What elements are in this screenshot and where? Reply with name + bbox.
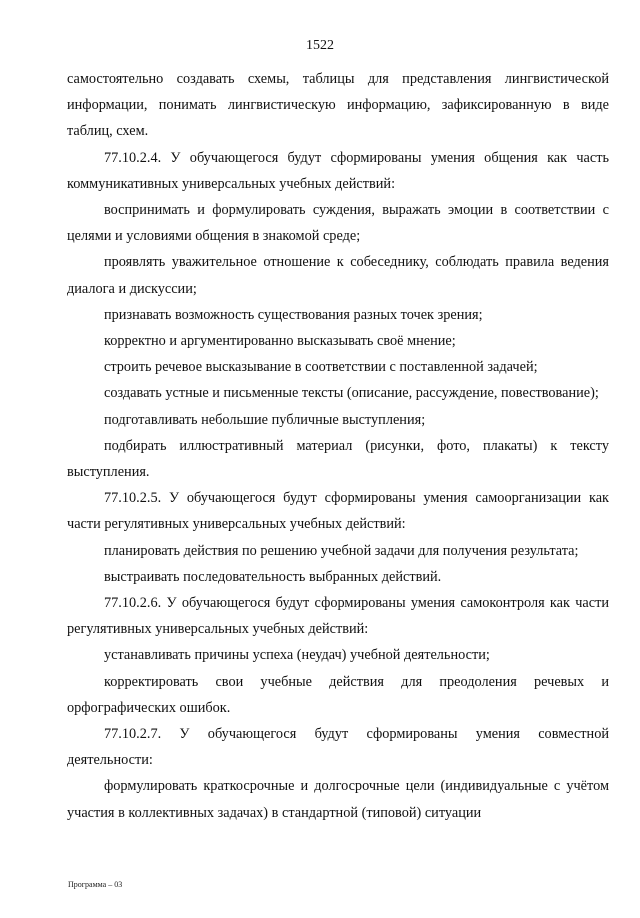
paragraph-list-item: устанавливать причины успеха (неудач) учебной деятельности; <box>104 647 490 664</box>
paragraph-section-heading: 77.10.2.7. У обучающегося будут сформированы умения совместной деятельности: <box>67 726 609 769</box>
paragraph-section-heading: 77.10.2.6. У обучающегося будут сформированы умения самоконтроля как части регулятивных универсальных учебных действий: <box>67 595 609 638</box>
paragraph-list-item: воспринимать и формулировать суждения, выражать эмоции в соответствии с целями и условиями общения в знакомой среде; <box>67 202 609 245</box>
paragraph-list-item: создавать устные и письменные тексты (описание, рассуждение, повествование); <box>104 385 599 402</box>
paragraph-list-item: планировать действия по решению учебной задачи для получения результата; <box>104 542 579 559</box>
paragraph-list-item: корректно и аргументированно высказывать своё мнение; <box>104 333 456 350</box>
paragraph-section-heading: 77.10.2.4. У обучающегося будут сформированы умения общения как часть коммуникативных универсальных учебных действий: <box>67 149 609 192</box>
paragraph-list-item: корректировать свои учебные действия для преодоления речевых и орфографических ошибок. <box>67 673 609 716</box>
paragraph-list-item: строить речевое высказывание в соответствии с поставленной задачей; <box>104 359 538 376</box>
paragraph-list-item: подготавливать небольшие публичные выступления; <box>104 411 426 428</box>
document-body <box>67 66 609 826</box>
paragraph-list-item: формулировать краткосрочные и долгосрочные цели (индивидуальные с учётом участия в коллективных задачах) в стандартной (типовой) ситуации <box>67 778 609 821</box>
page-footer: Программа – 03 <box>68 880 123 889</box>
paragraph-list-item: признавать возможность существования разных точек зрения; <box>104 306 483 323</box>
paragraph-list-item: проявлять уважительное отношение к собеседнику, соблюдать правила ведения диалога и дискуссии; <box>67 254 609 297</box>
paragraph-section-heading: 77.10.2.5. У обучающегося будут сформированы умения самоорганизации как части регулятивных универсальных учебных действий: <box>67 490 609 533</box>
page-number: 1522 <box>306 38 334 53</box>
paragraph-continuation: самостоятельно создавать схемы, таблицы для представления лингвистической информации, понимать лингвистическую информацию, зафиксированную в виде таблиц, схем. <box>67 71 609 140</box>
paragraph-list-item: выстраивать последовательность выбранных действий. <box>104 568 442 585</box>
paragraph-list-item: подбирать иллюстративный материал (рисунки, фото, плакаты) к тексту выступления. <box>67 437 609 481</box>
